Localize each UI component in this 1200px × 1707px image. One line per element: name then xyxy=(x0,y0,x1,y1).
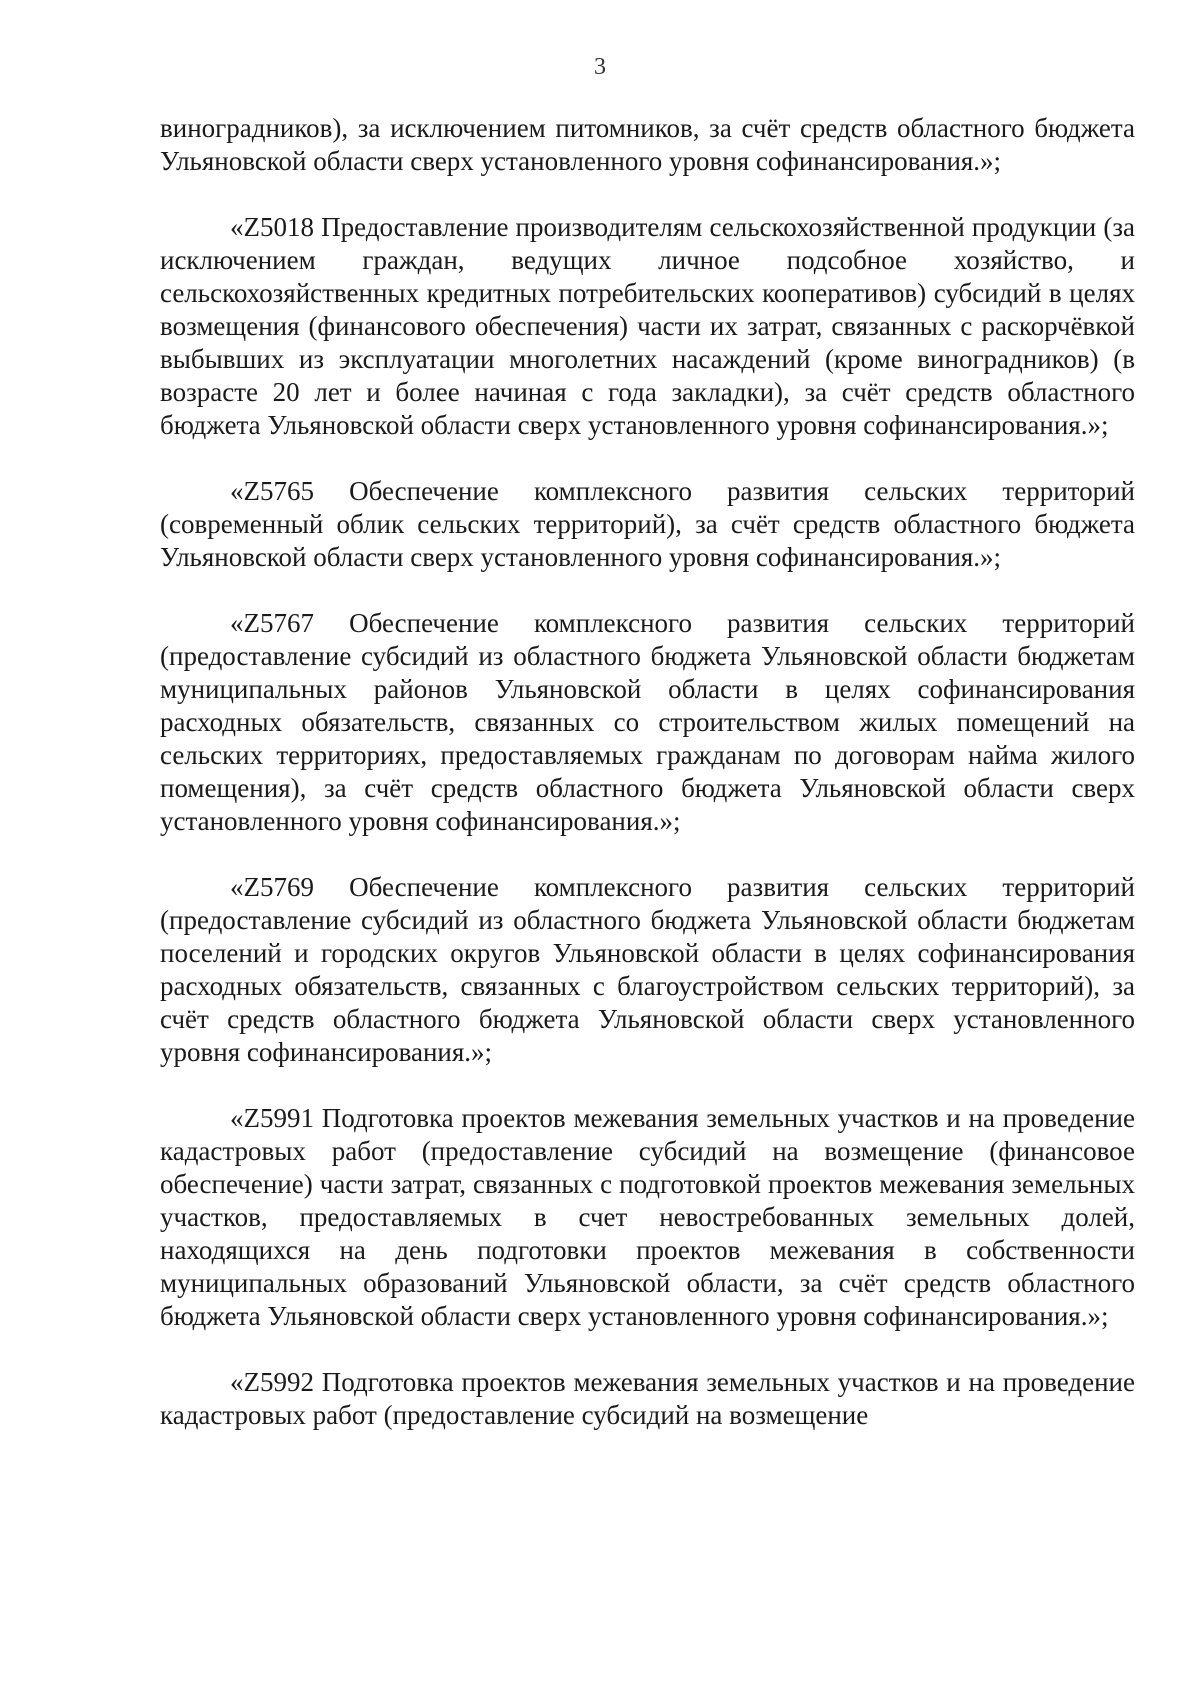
paragraph-z5991: «Z5991 Подготовка проектов межевания земельных участков и на проведение кадастровых работ (предоставление субсидий на возмещение (финансовое обеспечение) части затрат, связанных с подготовкой проектов межевания земельных участков, предоставляемых в счет невостребованных земельных долей, находящихся на день подготовки проектов межевания в собственности муниципальных образований Ульяновской области, за счёт средств областного бюджета Ульяновской области сверх установленного уровня софинансирования.»; xyxy=(160,1103,1135,1331)
paragraph-z5992: «Z5992 Подготовка проектов межевания земельных участков и на проведение кадастровых работ (предоставление субсидий на возмещение xyxy=(160,1367,1135,1430)
document-body xyxy=(160,112,1135,1432)
page-number: 3 xyxy=(594,54,606,80)
paragraph-z5765: «Z5765 Обеспечение комплексного развития сельских территорий (современный облик сельских территорий), за счёт средств областного бюджета Ульяновской области сверх установленного уровня софинансирования.»; xyxy=(160,476,1135,572)
paragraph-z5767: «Z5767 Обеспечение комплексного развития сельских территорий (предоставление субсидий из областного бюджета Ульяновской области бюджетам муниципальных районов Ульяновской области в целях софинансирования расходных обязательств, связанных со строительством жилых помещений на сельских территориях, предоставляемых гражданам по договорам найма жилого помещения), за счёт средств областного бюджета Ульяновской области сверх установленного уровня софинансирования.»; xyxy=(160,608,1135,836)
paragraph-z5769: «Z5769 Обеспечение комплексного развития сельских территорий (предоставление субсидий из областного бюджета Ульяновской области бюджетам поселений и городских округов Ульяновской области в целях софинансирования расходных обязательств, связанных с благоустройством сельских территорий), за счёт средств областного бюджета Ульяновской области сверх установленного уровня софинансирования.»; xyxy=(160,872,1135,1067)
paragraph-z5018: «Z5018 Предоставление производителям сельскохозяйственной продукции (за исключением граждан, ведущих личное подсобное хозяйство, и сельскохозяйственных кредитных потребительских кооперативов) субсидий в целях возмещения (финансового обеспечения) части их затрат, связанных с раскорчёвкой выбывших из эксплуатации многолетних насаждений (кроме виноградников) (в возрасте 20 лет и более начиная с года закладки), за счёт средств областного бюджета Ульяновской области сверх установленного уровня софинансирования.»; xyxy=(160,212,1135,440)
paragraph-continuation: виноградников), за исключением питомников, за счёт средств областного бюджета Ульяновской области сверх установленного уровня софинансирования.»; xyxy=(160,113,1135,176)
